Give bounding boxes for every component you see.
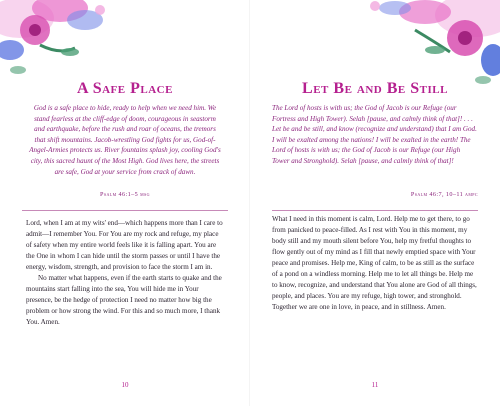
prayer-paragraph: Lord, when I am at my wits' end—which happens more than I care to admit—I remember You. For You are my rock and refuge, my place of safety when my entire world feels like it is falling apart. You are the One in whom I can hide until the storm passes or until I have the energy, wisdom, strength, and provision to face the storm I am in. [26, 219, 223, 271]
devotion-title: A Safe Place [77, 80, 173, 97]
prayer-paragraph: What I need in this moment is calm, Lord. Help me to get there, to go from panicked to peace-filled. As I rest with You in this moment, my body still and my mouth silent before You, help my fretful thoughts to flow gently out of my mind as I fill that newly emptied space with Your peace and promises. Help me, King of calm, to be as still as the surface of a pond on a windless morning. Help me to let all things be. Help me to know, recognize, and understand that You alone are God of all things, people, and places. You are my refuge, high tower, and stronghold. Together we are one in love, in peace, and in stillness. Amen. [272, 215, 477, 311]
scripture-quote: God is a safe place to hide, ready to help when we need him. We stand fearless at the cliff-edge of doom, courageous in seastorm and earthquake, before the rush and roar of oceans, the tremors that shift mountains. Jacob-wrestling God fights for us, God-of-Angel-Armies protects us. River fountains splash joy, cooling God's city, this sacred haunt of the Most High. God lives here, the streets are safe, God at your service from crack of dawn. [29, 104, 221, 176]
right-page [250, 0, 500, 406]
prayer-body [272, 214, 478, 313]
page-number: 10 [121, 381, 129, 389]
page-number: 11 [371, 381, 379, 389]
prayer-body [26, 218, 226, 328]
divider [272, 210, 478, 211]
devotion-title: Let Be and Be Still [302, 80, 448, 97]
divider [22, 210, 228, 211]
floral-illustration [355, 0, 500, 90]
scripture-reference: Psalm 46:1–5 msg [100, 191, 150, 198]
scripture-quote: The Lord of hosts is with us; the God of Jacob is our Refuge (our Fortress and High Tower). Selah [pause, and calmly think of that]! . . . Let be and be still, and know (recognize and understand) that I am God. I will be exalted among the nations! I will be exalted in the earth! The Lord of hosts is with us; the God of Jacob is our Refuge (our High Tower and Stronghold). Selah [pause, and calmly think of that]! [272, 104, 477, 165]
scripture-reference: Psalm 46:7, 10–11 ampc [410, 191, 478, 198]
prayer-paragraph: No matter what happens, even if the earth starts to quake and the mountains start falling into the sea, You will hide me in Your presence, be the hedge of protection I need no matter how big the problem or how strong the wind. For this and so much more, I thank You. Amen. [26, 274, 222, 326]
floral-illustration [0, 0, 120, 90]
